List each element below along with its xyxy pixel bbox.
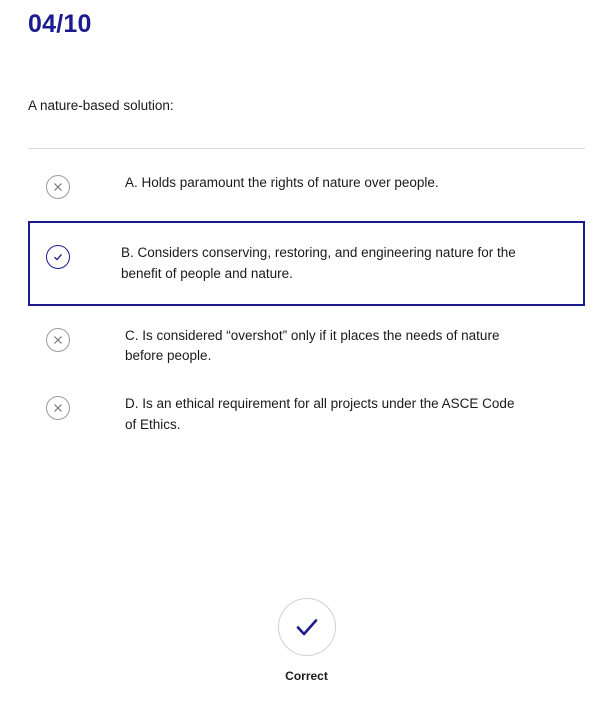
circle-x-icon xyxy=(46,328,70,352)
check-icon xyxy=(278,598,336,656)
progress-counter: 04/10 xyxy=(28,10,92,38)
quiz-page xyxy=(0,8,613,725)
question-text: A nature-based solution: xyxy=(28,97,174,113)
answer-option-label: D. Is an ethical requirement for all projects under the ASCE Code of Ethics. xyxy=(125,396,515,432)
answer-option-d[interactable] xyxy=(28,380,585,449)
answer-options-list xyxy=(28,159,585,449)
answer-option-a[interactable] xyxy=(28,159,585,215)
answer-option-label: C. Is considered “overshot” only if it places the needs of nature before people. xyxy=(125,327,500,364)
answer-option-label: B. Considers conserving, restoring, and engineering nature for the benefit of people and nature. xyxy=(121,245,516,281)
answer-option-c[interactable] xyxy=(28,312,585,381)
answer-option-label: A. Holds paramount the rights of nature over people. xyxy=(125,175,439,191)
circle-x-icon xyxy=(46,175,70,199)
result-label: Correct xyxy=(285,669,328,683)
answer-option-b[interactable] xyxy=(28,221,585,306)
circle-x-icon xyxy=(46,396,70,420)
result-feedback xyxy=(0,598,613,683)
circle-check-icon xyxy=(46,245,70,269)
section-divider xyxy=(28,148,585,149)
